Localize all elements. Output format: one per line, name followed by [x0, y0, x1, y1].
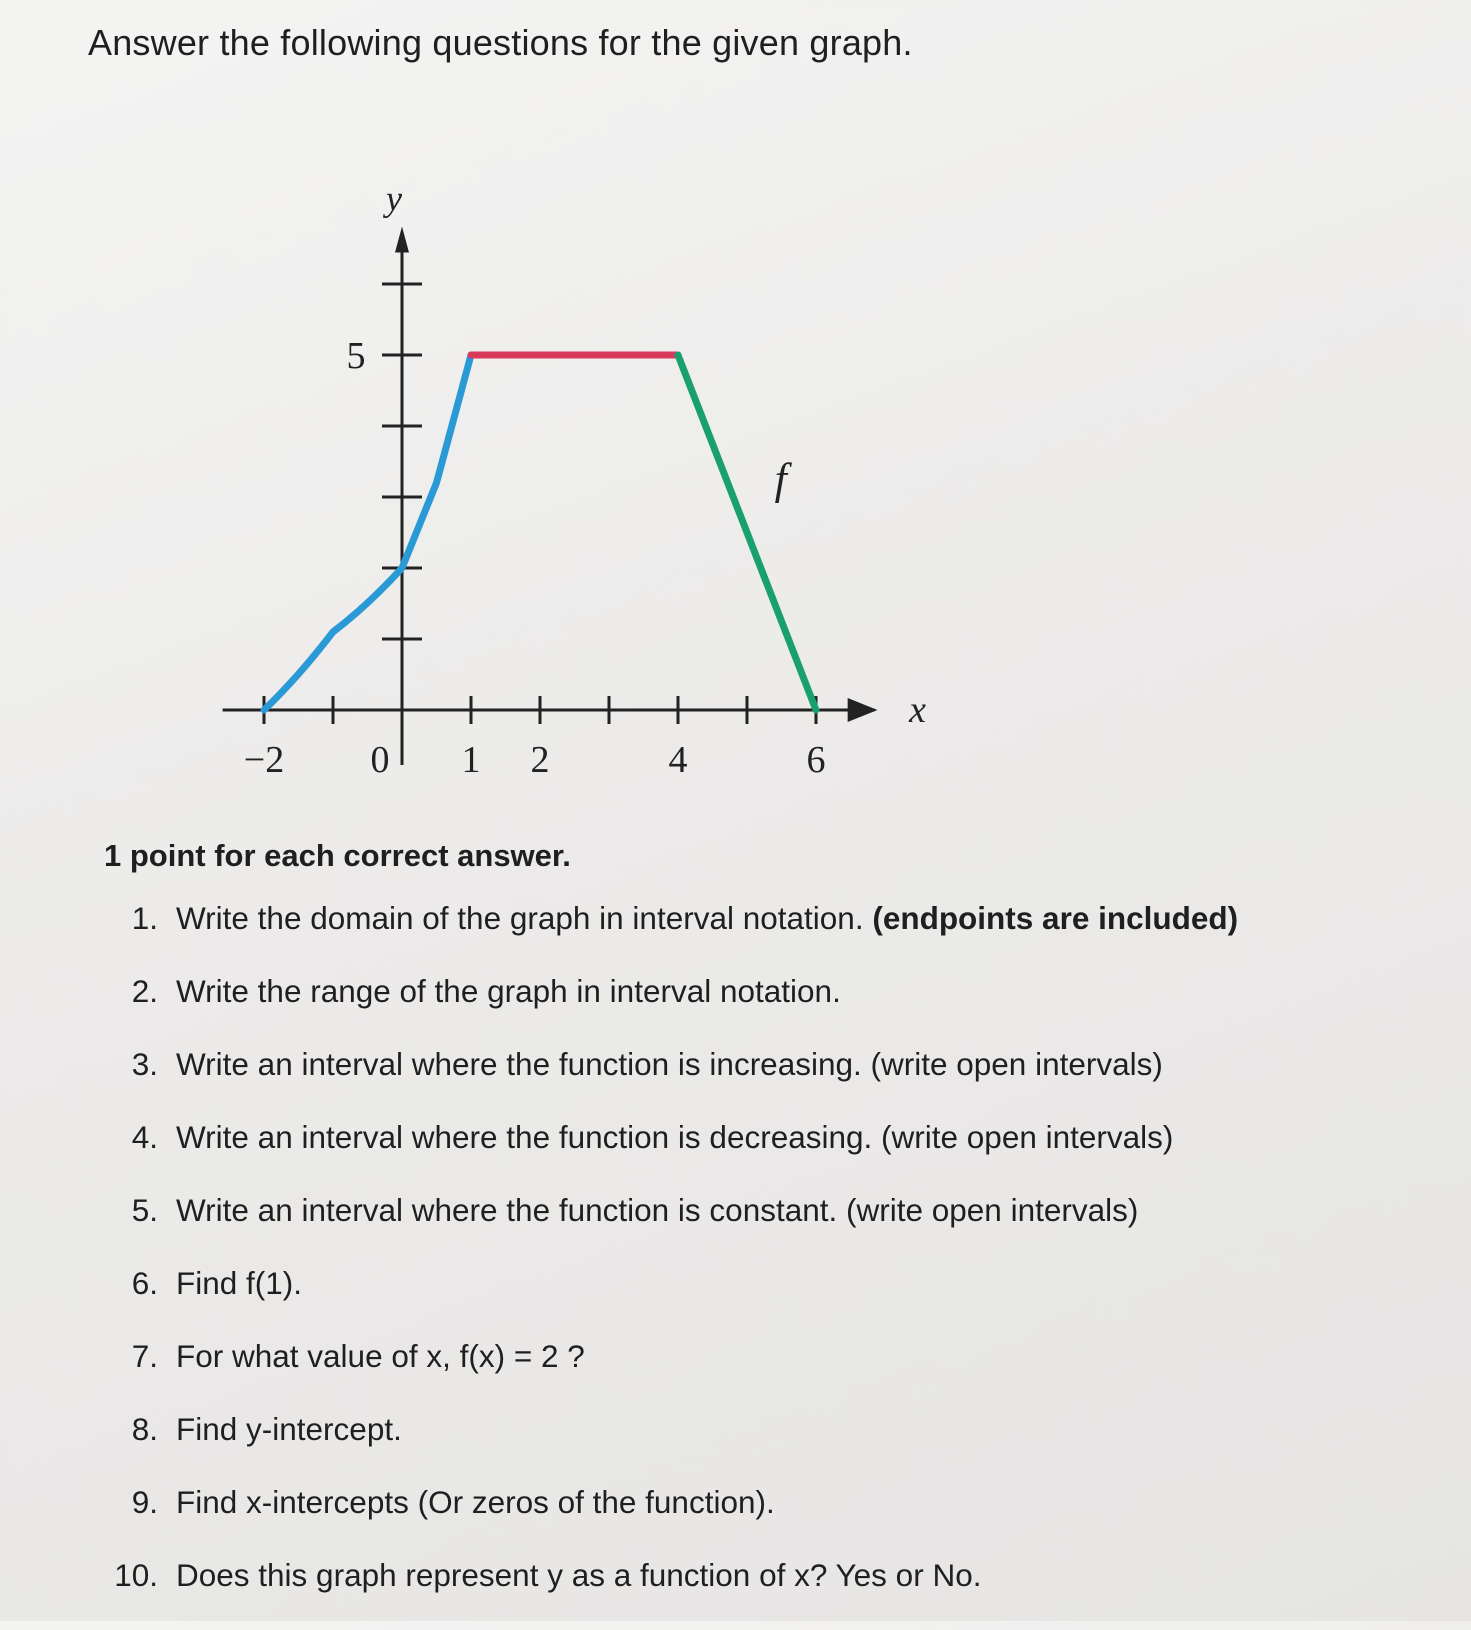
- question-body: Write the domain of the graph in interval notation.: [176, 900, 873, 936]
- y-axis-arrow: [395, 227, 409, 253]
- question-body: Find y-intercept.: [176, 1411, 402, 1447]
- x-tick-label: 4: [668, 739, 688, 781]
- question-item: [100, 1557, 1400, 1630]
- labels: [244, 179, 926, 782]
- points-note: 1 point for each correct answer.: [104, 838, 571, 873]
- question-item: [100, 1338, 1400, 1411]
- question-text: [176, 1484, 775, 1521]
- question-text: [176, 1338, 585, 1375]
- question-emphasis: (endpoints are included): [872, 900, 1239, 936]
- question-item: [100, 1265, 1400, 1338]
- question-number: 6.: [131, 1265, 158, 1301]
- question-text: [176, 1265, 302, 1302]
- x-axis-label: x: [909, 689, 927, 731]
- question-number: 2.: [131, 973, 158, 1009]
- question-text: [176, 1046, 1163, 1083]
- series-line: [678, 355, 816, 710]
- question-list: [100, 900, 1400, 1630]
- y-tick-label: 5: [346, 335, 366, 377]
- question-body: Find f(1).: [176, 1265, 303, 1301]
- x-tick-label: 6: [806, 739, 826, 781]
- question-item: [100, 1411, 1400, 1484]
- x-tick-label: 0: [370, 739, 390, 781]
- question-number: 3.: [131, 1046, 158, 1082]
- function-label: f: [774, 454, 787, 504]
- question-text: [176, 1411, 402, 1448]
- question-text: [176, 1119, 1173, 1156]
- question-body: Write an interval where the function is decreasing. (write open intervals): [176, 1119, 1174, 1155]
- question-text: [176, 900, 1238, 937]
- y-axis-label: y: [386, 178, 402, 219]
- question-item: [100, 900, 1400, 973]
- question-item: [100, 1484, 1400, 1557]
- x-tick-label: −2: [243, 739, 285, 781]
- x-tick-label: 1: [461, 739, 481, 781]
- question-number: 5.: [131, 1192, 158, 1228]
- question-number: 1.: [131, 900, 158, 936]
- question-text: [176, 1192, 1138, 1229]
- question-text: [176, 1557, 981, 1594]
- question-body: Write the range of the graph in interval notation.: [176, 973, 841, 1009]
- question-item: [100, 1046, 1400, 1119]
- series-group: [264, 355, 816, 710]
- question-number: 7.: [131, 1338, 158, 1374]
- question-number: 4.: [131, 1119, 158, 1155]
- question-item: [100, 1192, 1400, 1265]
- question-body: Write an interval where the function is increasing. (write open intervals): [176, 1046, 1163, 1082]
- question-item: [100, 1119, 1400, 1192]
- question-number: 10.: [114, 1557, 158, 1593]
- page-title: Answer the following questions for the given graph.: [88, 22, 913, 63]
- question-item: [100, 973, 1400, 1046]
- question-body: Find x-intercepts (Or zeros of the function).: [176, 1484, 775, 1520]
- question-body: For what value of x, f(x) = 2 ?: [176, 1338, 585, 1374]
- function-graph: [210, 140, 970, 820]
- question-number: 8.: [131, 1411, 158, 1447]
- series-curve: [264, 355, 471, 710]
- question-number: 9.: [131, 1484, 158, 1520]
- question-body: Does this graph represent y as a function of x? Yes or No.: [176, 1557, 982, 1593]
- x-tick-label: 2: [530, 739, 550, 781]
- question-text: [176, 973, 841, 1010]
- question-body: Write an interval where the function is constant. (write open intervals): [176, 1192, 1139, 1228]
